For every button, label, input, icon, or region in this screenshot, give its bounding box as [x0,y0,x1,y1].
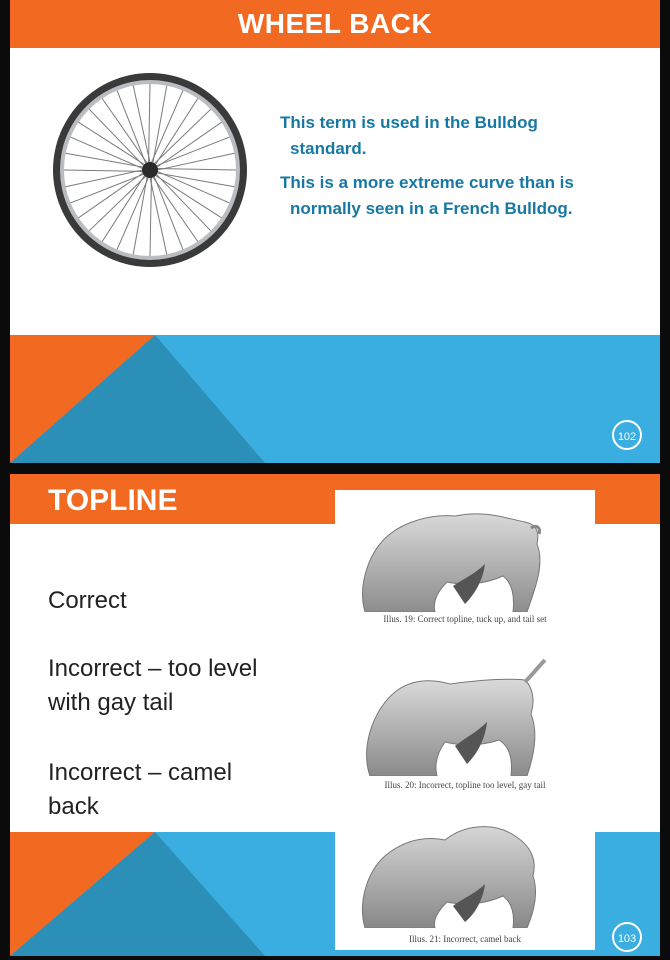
slide-wheel-back [10,0,660,463]
slide-topline [10,474,660,956]
decorative-band [10,335,660,463]
description-text [280,110,620,230]
paragraph-curve [280,170,620,222]
text-line: standard. [290,139,367,158]
paragraph-standard [280,110,620,162]
text-line: with gay tail [48,689,174,716]
page-number-badge: 103 [612,922,642,952]
dog-illustration-camel-back [335,816,595,928]
label-camel-back [48,756,328,824]
text-line: normally seen in a French Bulldog. [290,199,573,218]
text-line: Incorrect – too level [48,655,258,682]
illustration-caption: Illus. 20: Incorrect, topline too level, gay tail [384,780,546,790]
dog-illustration-too-level [335,648,595,776]
text-line: This term is used in the Bulldog [280,113,538,132]
text-line: Incorrect – camel [48,759,233,786]
text-line: This is a more extreme curve than is [280,173,574,192]
illustration-caption: Illus. 19: Correct topline, tuck up, and tail set [383,614,547,624]
illustration-panel [335,490,595,950]
text-line: back [48,793,99,820]
dog-illustration-correct [335,494,595,612]
slide-title: TOPLINE [10,474,660,524]
bicycle-wheel-image [50,70,250,270]
slide-title: WHEEL BACK [10,0,660,48]
text-line: Correct [48,587,127,614]
page-number-badge: 102 [612,420,642,450]
label-correct [48,584,328,618]
label-too-level [48,652,328,720]
illustration-caption: Illus. 21: Incorrect, camel back [409,934,521,944]
